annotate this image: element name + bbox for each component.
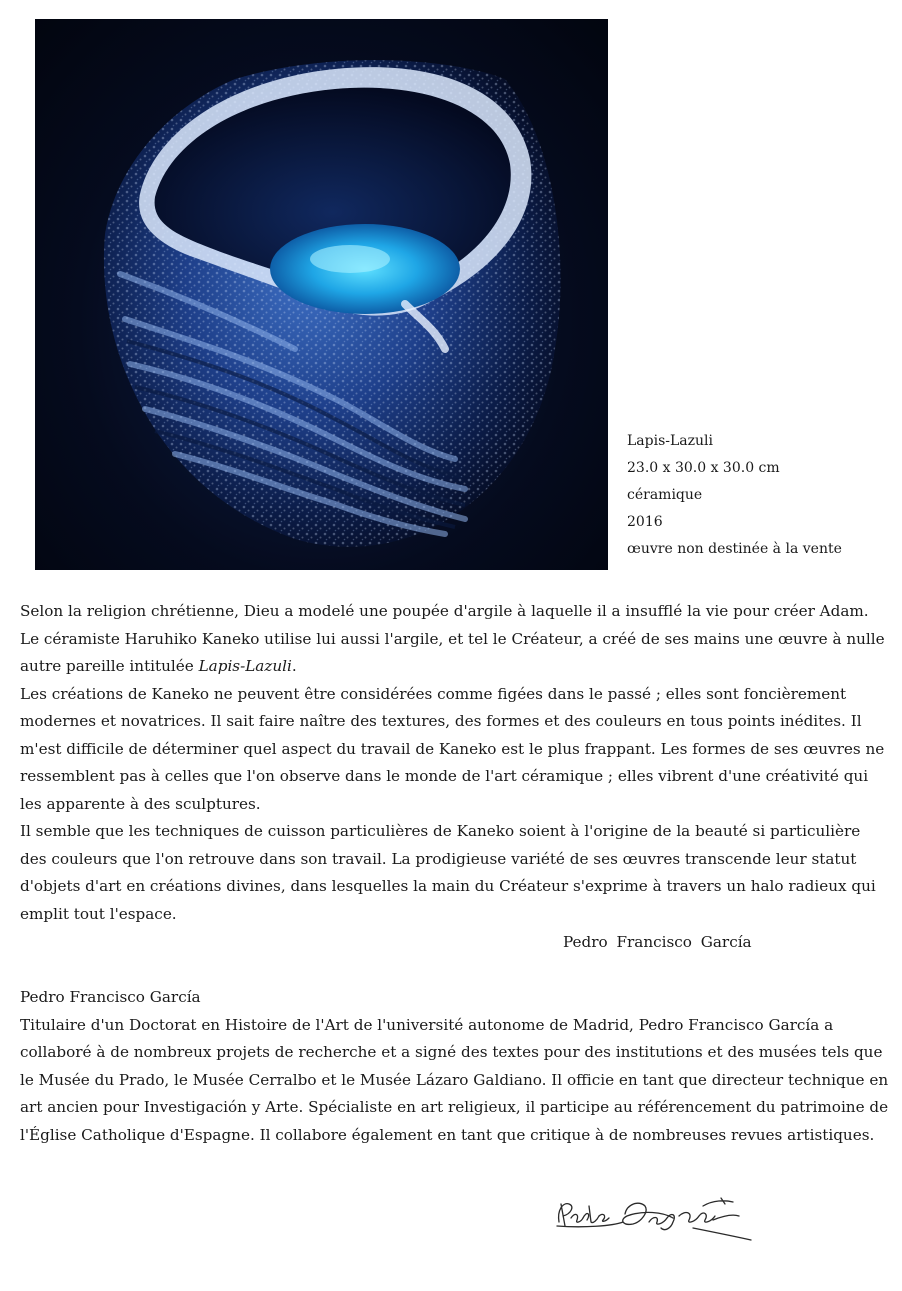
author-bio — [20, 984, 890, 1149]
essay-p1-end: . — [291, 657, 297, 675]
bio-name: Pedro Francisco García — [20, 988, 201, 1006]
artwork-medium: céramique — [627, 487, 703, 503]
artwork-caption — [627, 428, 897, 563]
ceramic-bowl-illustration — [35, 19, 608, 570]
artwork-title: Lapis-Lazuli — [627, 433, 713, 449]
handwritten-signature — [553, 1192, 753, 1242]
essay — [20, 598, 890, 928]
artwork-year: 2016 — [627, 514, 663, 530]
essay-paragraph: Les créations de Kaneko ne peuvent être considérées comme figées dans le passé ; elles sont foncièrement modernes et novatrices. Il sait faire naître des textures, des formes et des couleurs en tous points inédites. Il m'est difficile de déterminer quel aspect du travail de Kaneko est le plus frappant. Les formes de ses œuvres ne ressemblent pas à celles que l'on observe dans le monde de l'art céramique ; elles vibrent d'une créativité qui les apparente à des sculptures. — [20, 684, 885, 813]
artwork-photo — [35, 19, 608, 570]
signature-image — [553, 1192, 753, 1242]
artwork-sale-status: œuvre non destinée à la vente — [627, 541, 842, 557]
bio-text: Titulaire d'un Doctorat en Histoire de l'Art de l'université autonome de Madrid, Pedro Francisco García a collaboré à de nombreux projets de recherche et a signé des textes pour des institutions et des musées tels que le Musée du Prado, le Musée Cerralbo et le Musée Lázaro Galdiano. Il officie en tant que directeur technique en art ancien pour Investigación y Arte. Spécialiste en art religieux, il participe au référencement du patrimoine de l'Église Catholique d'Espagne. Il collabore également en tant que critique à de nombreuses revues artistiques. — [20, 1015, 889, 1144]
essay-paragraph — [20, 598, 890, 681]
essay-p1-text: Selon la religion chrétienne, Dieu a modelé une poupée d'argile à laquelle il a insufflé la vie pour créer Adam. Le céramiste Haruhiko Kaneko utilise lui aussi l'argile, et tel le Créateur, a créé de ses mains une œuvre à nulle autre pareille intitulée — [20, 602, 885, 675]
essay-paragraph: Il semble que les techniques de cuisson particulières de Kaneko soient à l'origine de la beauté si particulière des couleurs que l'on retrouve dans son travail. La prodigieuse variété de ses œuvres transcende leur statut d'objets d'art en créations divines, dans lesquelles la main du Créateur s'exprime à travers un halo radieux qui emplit tout l'espace. — [20, 822, 876, 923]
artwork-dimensions: 23.0 x 30.0 x 30.0 cm — [627, 460, 780, 476]
essay-author: Pedro Francisco García — [563, 933, 752, 951]
essay-artwork-title: Lapis-Lazuli — [198, 657, 292, 675]
